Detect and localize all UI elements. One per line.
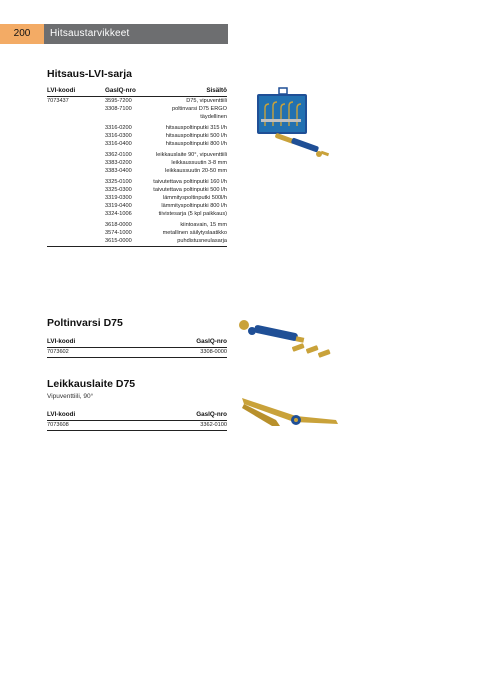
cell-gasiq: 3316-0300	[105, 133, 132, 139]
cell-lvi	[47, 159, 105, 167]
cell-lvi	[47, 132, 105, 140]
cell-gasiq: 3325-0100	[105, 179, 132, 185]
cell-content: taivutettava poltinputki 500 l/h	[153, 187, 227, 193]
col-header-gasiq: GasIQ-nro	[133, 337, 227, 348]
cell-content: metallinen säilytyslaatikko	[162, 230, 227, 236]
page-header	[0, 24, 228, 44]
table-row	[47, 229, 227, 237]
table-row	[47, 218, 227, 229]
product-title-cutting-attachment: Leikkauslaite D75	[47, 378, 136, 390]
table-row	[47, 421, 227, 431]
cell-gasiq: 3325-0300	[105, 187, 132, 193]
torch-handle-image	[232, 315, 336, 363]
cell-content: puhdistusneulasarja	[153, 237, 227, 247]
cell-lvi	[47, 210, 105, 218]
welding-kit-case-image	[255, 86, 331, 168]
cell-lvi	[47, 148, 105, 159]
table-row	[47, 97, 227, 106]
table-row	[47, 132, 227, 140]
cell-lvi	[47, 218, 105, 229]
section-title: Hitsaustarvikkeet	[44, 24, 228, 44]
col-header-lvi: LVI-koodi	[47, 337, 133, 348]
cell-gasiq: 3324-1006	[105, 211, 132, 217]
cell-lvi	[47, 140, 105, 148]
col-header-content: Sisältö	[153, 86, 227, 97]
cell-content: taivutettava poltinputki 160 l/h	[153, 179, 227, 185]
cell-content: hitsauspoltinputki 500 l/h	[165, 133, 227, 139]
cell-gasiq: 3319-0400	[105, 203, 132, 209]
table-row	[47, 186, 227, 194]
table-row	[47, 121, 227, 132]
cell-gasiq: 3595-7200	[105, 98, 132, 104]
cell-gasiq: 3383-0400	[105, 168, 132, 174]
cell-content: täydellinen	[200, 114, 227, 120]
cell-gasiq: 3316-0400	[105, 141, 132, 147]
cell-content: D75, vipuventtiili	[186, 98, 227, 104]
table-row	[47, 237, 227, 247]
table-row	[47, 148, 227, 159]
table-row	[47, 175, 227, 186]
cell-content: hitsauspoltinputki 800 l/h	[165, 141, 227, 147]
cell-lvi: 7073437	[47, 98, 69, 104]
cell-gasiq: 3362-0100	[105, 152, 132, 158]
cell-lvi	[47, 237, 105, 247]
cell-lvi	[47, 121, 105, 132]
table-row	[47, 159, 227, 167]
cell-content: tiivistesarja (5 kpl paikkaus)	[158, 211, 227, 217]
cell-gasiq: 3574-1000	[105, 230, 132, 236]
cell-content: kiintoavain, 15 mm	[180, 222, 227, 228]
cell-lvi	[47, 186, 105, 194]
cell-content: leikkauslaite 90°, vipuventtiili	[156, 152, 227, 158]
col-header-lvi: LVI-koodi	[47, 86, 105, 97]
table-row	[47, 210, 227, 218]
cell-content: lämmityspoltinputki 800 l/h	[161, 203, 227, 209]
col-header-gasiq: GasIQ-nro	[133, 410, 227, 421]
product-title-torch-handle: Poltinvarsi D75	[47, 317, 123, 329]
col-header-lvi: LVI-koodi	[47, 410, 133, 421]
table-row	[47, 105, 227, 113]
cell-gasiq: 3615-0000	[105, 237, 153, 247]
cell-lvi	[47, 175, 105, 186]
cutting-attachment-image	[236, 390, 346, 434]
cell-lvi	[47, 202, 105, 210]
torch-handle-spec-table	[47, 337, 227, 358]
table-row	[47, 140, 227, 148]
cell-gasiq: 3319-0300	[105, 195, 132, 201]
table-row	[47, 113, 227, 121]
table-row	[47, 167, 227, 175]
cutting-attachment-spec-table	[47, 410, 227, 431]
cell-gasiq: 3308-0000	[133, 348, 227, 358]
cell-gasiq: 3362-0100	[133, 421, 227, 431]
table-row	[47, 202, 227, 210]
cell-content: poltinvarsi D75 ERGO	[171, 106, 227, 112]
cell-lvi: 7073608	[47, 421, 133, 431]
cell-content: leikkaussuutin 3-8 mm	[171, 160, 227, 166]
product-title-kit: Hitsaus-LVI-sarja	[47, 68, 132, 80]
cell-lvi	[47, 167, 105, 175]
page-number: 200	[0, 24, 44, 44]
kit-spec-table	[47, 86, 227, 247]
cell-lvi	[47, 113, 105, 121]
cell-gasiq: 3308-7100	[105, 106, 132, 112]
table-row	[47, 194, 227, 202]
cell-lvi	[47, 194, 105, 202]
col-header-gasiq: GasIQ-nro	[105, 86, 153, 97]
cell-lvi	[47, 105, 105, 113]
cell-gasiq: 3618-0000	[105, 222, 132, 228]
cell-lvi: 7073602	[47, 348, 133, 358]
product-subtitle-cutting-attachment: Vipuventtiili, 90°	[47, 393, 94, 400]
cell-gasiq: 3383-0200	[105, 160, 132, 166]
cell-lvi	[47, 229, 105, 237]
cell-gasiq	[105, 113, 153, 121]
cell-content: hitsauspoltinputki 315 l/h	[165, 125, 227, 131]
cell-content: leikkaussuutin 20-50 mm	[165, 168, 227, 174]
cell-gasiq: 3316-0200	[105, 125, 132, 131]
cell-content: lämmityspoltinputki 500l/h	[162, 195, 227, 201]
table-row	[47, 348, 227, 358]
